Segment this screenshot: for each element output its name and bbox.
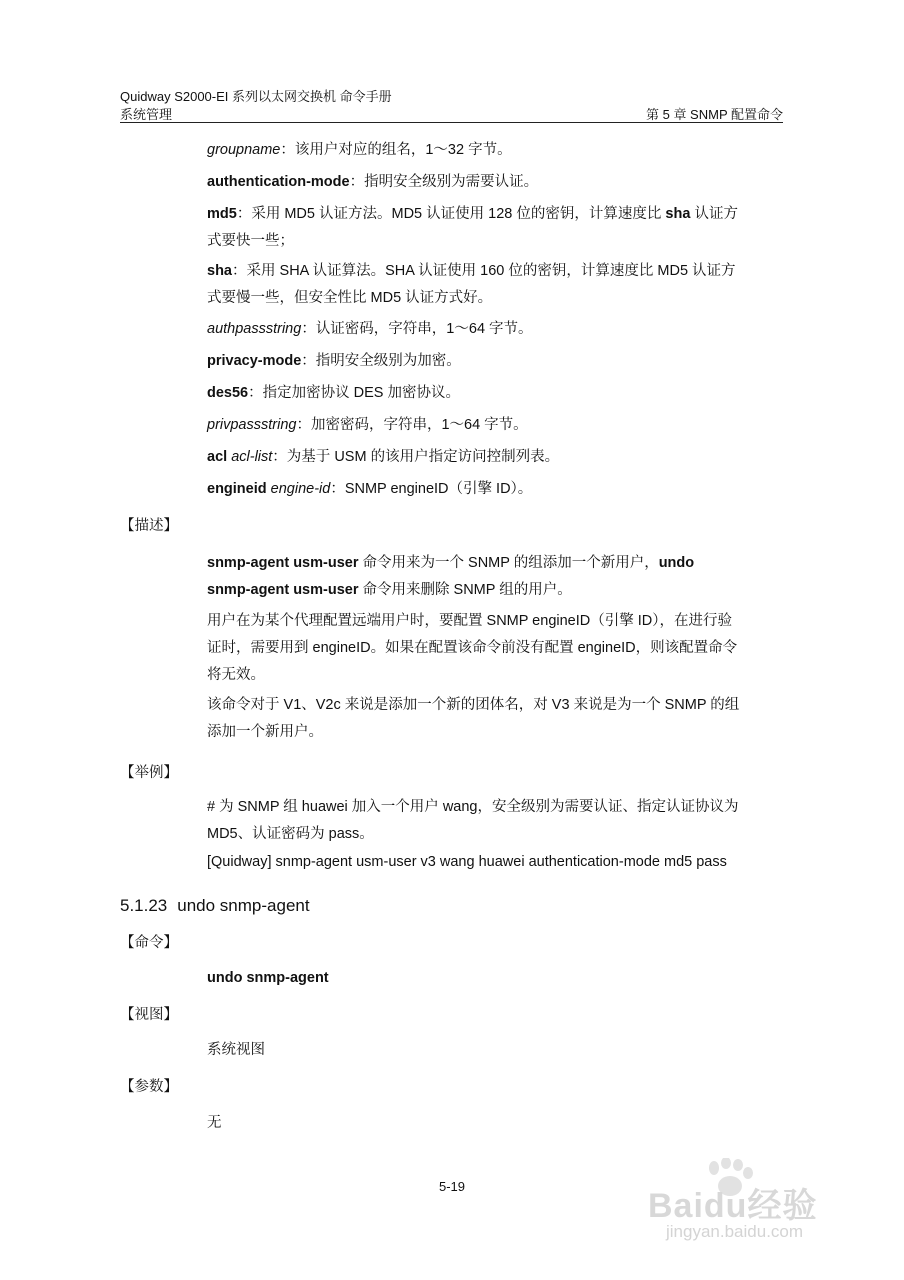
watermark-brand: Baidu经验 <box>648 1187 818 1225</box>
param-desc: 认证密码，字符串，1～64 字节。 <box>315 321 533 337</box>
param-keyword: engineid <box>207 481 267 497</box>
section-title: undo snmp-agent <box>177 896 310 915</box>
header-divider <box>120 122 783 123</box>
param-desc: 该用户对应的组名，1～32 字节。 <box>294 142 512 158</box>
param-sha: sha：采用 SHA 认证算法。SHA 认证使用 160 位的密钥，计算速度比 MD5 认证方 式要慢一些，但安全性比 MD5 认证方式好。 <box>207 263 736 306</box>
example-label: 【举例】 <box>120 765 178 781</box>
document-title: Quidway S2000-EI 系列以太网交换机 命令手册 <box>120 89 392 104</box>
param-keyword: authentication-mode <box>207 174 350 190</box>
param-keyword: des56 <box>207 385 249 401</box>
page-number: 5-19 <box>438 1179 466 1194</box>
header-chapter-title: 第 5 章 SNMP 配置命令 <box>645 107 783 122</box>
param-desc: 加密密码，字符串，1～64 字节。 <box>310 417 528 433</box>
param-label: 【参数】 <box>120 1079 178 1095</box>
param-desc: 指明安全级别为需要认证。 <box>364 174 539 190</box>
example-comment: # 为 SNMP 组 huawei 加入一个用户 wang，安全级别为需要认证、指定认证协议为 MD5、认证密码为 pass。 <box>207 799 739 842</box>
param-desc: SNMP engineID（引擎 ID）。 <box>344 481 533 497</box>
description-label: 【描述】 <box>120 518 178 534</box>
param-md5: md5：采用 MD5 认证方法。MD5 认证使用 128 位的密钥，计算速度比 sha 认证方 式要快一些； <box>207 206 738 249</box>
command-label: 【命令】 <box>120 935 178 951</box>
header-section-name: 系统管理 <box>120 107 173 122</box>
section-heading <box>120 893 320 919</box>
param-keyword: md5 <box>207 206 237 222</box>
param-keyword: groupname <box>207 142 281 158</box>
watermark-url: jingyan.baidu.com <box>666 1222 804 1241</box>
view-label: 【视图】 <box>120 1007 178 1023</box>
param-des56: des56：指定加密协议 DES 加密协议。 <box>207 385 460 401</box>
example-command: [Quidway] snmp-agent usm-user v3 wang huawei authentication-mode md5 pass <box>207 854 727 870</box>
param-privpassstring: privpassstring：加密密码，字符串，1～64 字节。 <box>207 417 528 433</box>
param-groupname: groupname：该用户对应的组名，1～32 字节。 <box>207 142 512 158</box>
param-acl: acl acl-list：为基于 USM 的该用户指定访问控制列表。 <box>207 449 560 465</box>
param-keyword: privpassstring <box>207 417 297 433</box>
param-value: 无 <box>207 1115 222 1131</box>
section-number: 5.1.23 <box>120 896 168 915</box>
param-keyword: authpassstring <box>207 321 302 337</box>
param-desc: 为基于 USM 的该用户指定访问控制列表。 <box>286 449 560 465</box>
param-engineid: engineid engine-id：SNMP engineID（引擎 ID）。 <box>207 481 533 497</box>
param-keyword: privacy-mode <box>207 353 302 369</box>
param-keyword: acl <box>207 449 228 465</box>
param-desc: 指明安全级别为加密。 <box>315 353 461 369</box>
view-value: 系统视图 <box>207 1042 265 1058</box>
param-authentication-mode: authentication-mode：指明安全级别为需要认证。 <box>207 174 539 190</box>
command-value: undo snmp-agent <box>207 970 329 986</box>
param-authpassstring: authpassstring：认证密码，字符串，1～64 字节。 <box>207 321 533 337</box>
description-paragraph-3: 该命令对于 V1、V2c 来说是添加一个新的团体名，对 V3 来说是为一个 SNMP 的组 添加一个新用户。 <box>207 697 740 740</box>
description-paragraph-1: snmp-agent usm-user 命令用来为一个 SNMP 的组添加一个新用户，undo snmp-agent usm-user 命令用来删除 SNMP 组的用户。 <box>207 555 695 598</box>
param-keyword: sha <box>207 263 232 279</box>
param-privacy-mode: privacy-mode：指明安全级别为加密。 <box>207 353 461 369</box>
param-desc: 指定加密协议 DES 加密协议。 <box>262 385 460 401</box>
description-paragraph-2: 用户在为某个代理配置远端用户时，要配置 SNMP engineID（引擎 ID），在进行验 证时，需要用到 engineID。如果在配置该命令前没有配置 engineID，则该配置命令 将无效。 <box>207 613 738 683</box>
